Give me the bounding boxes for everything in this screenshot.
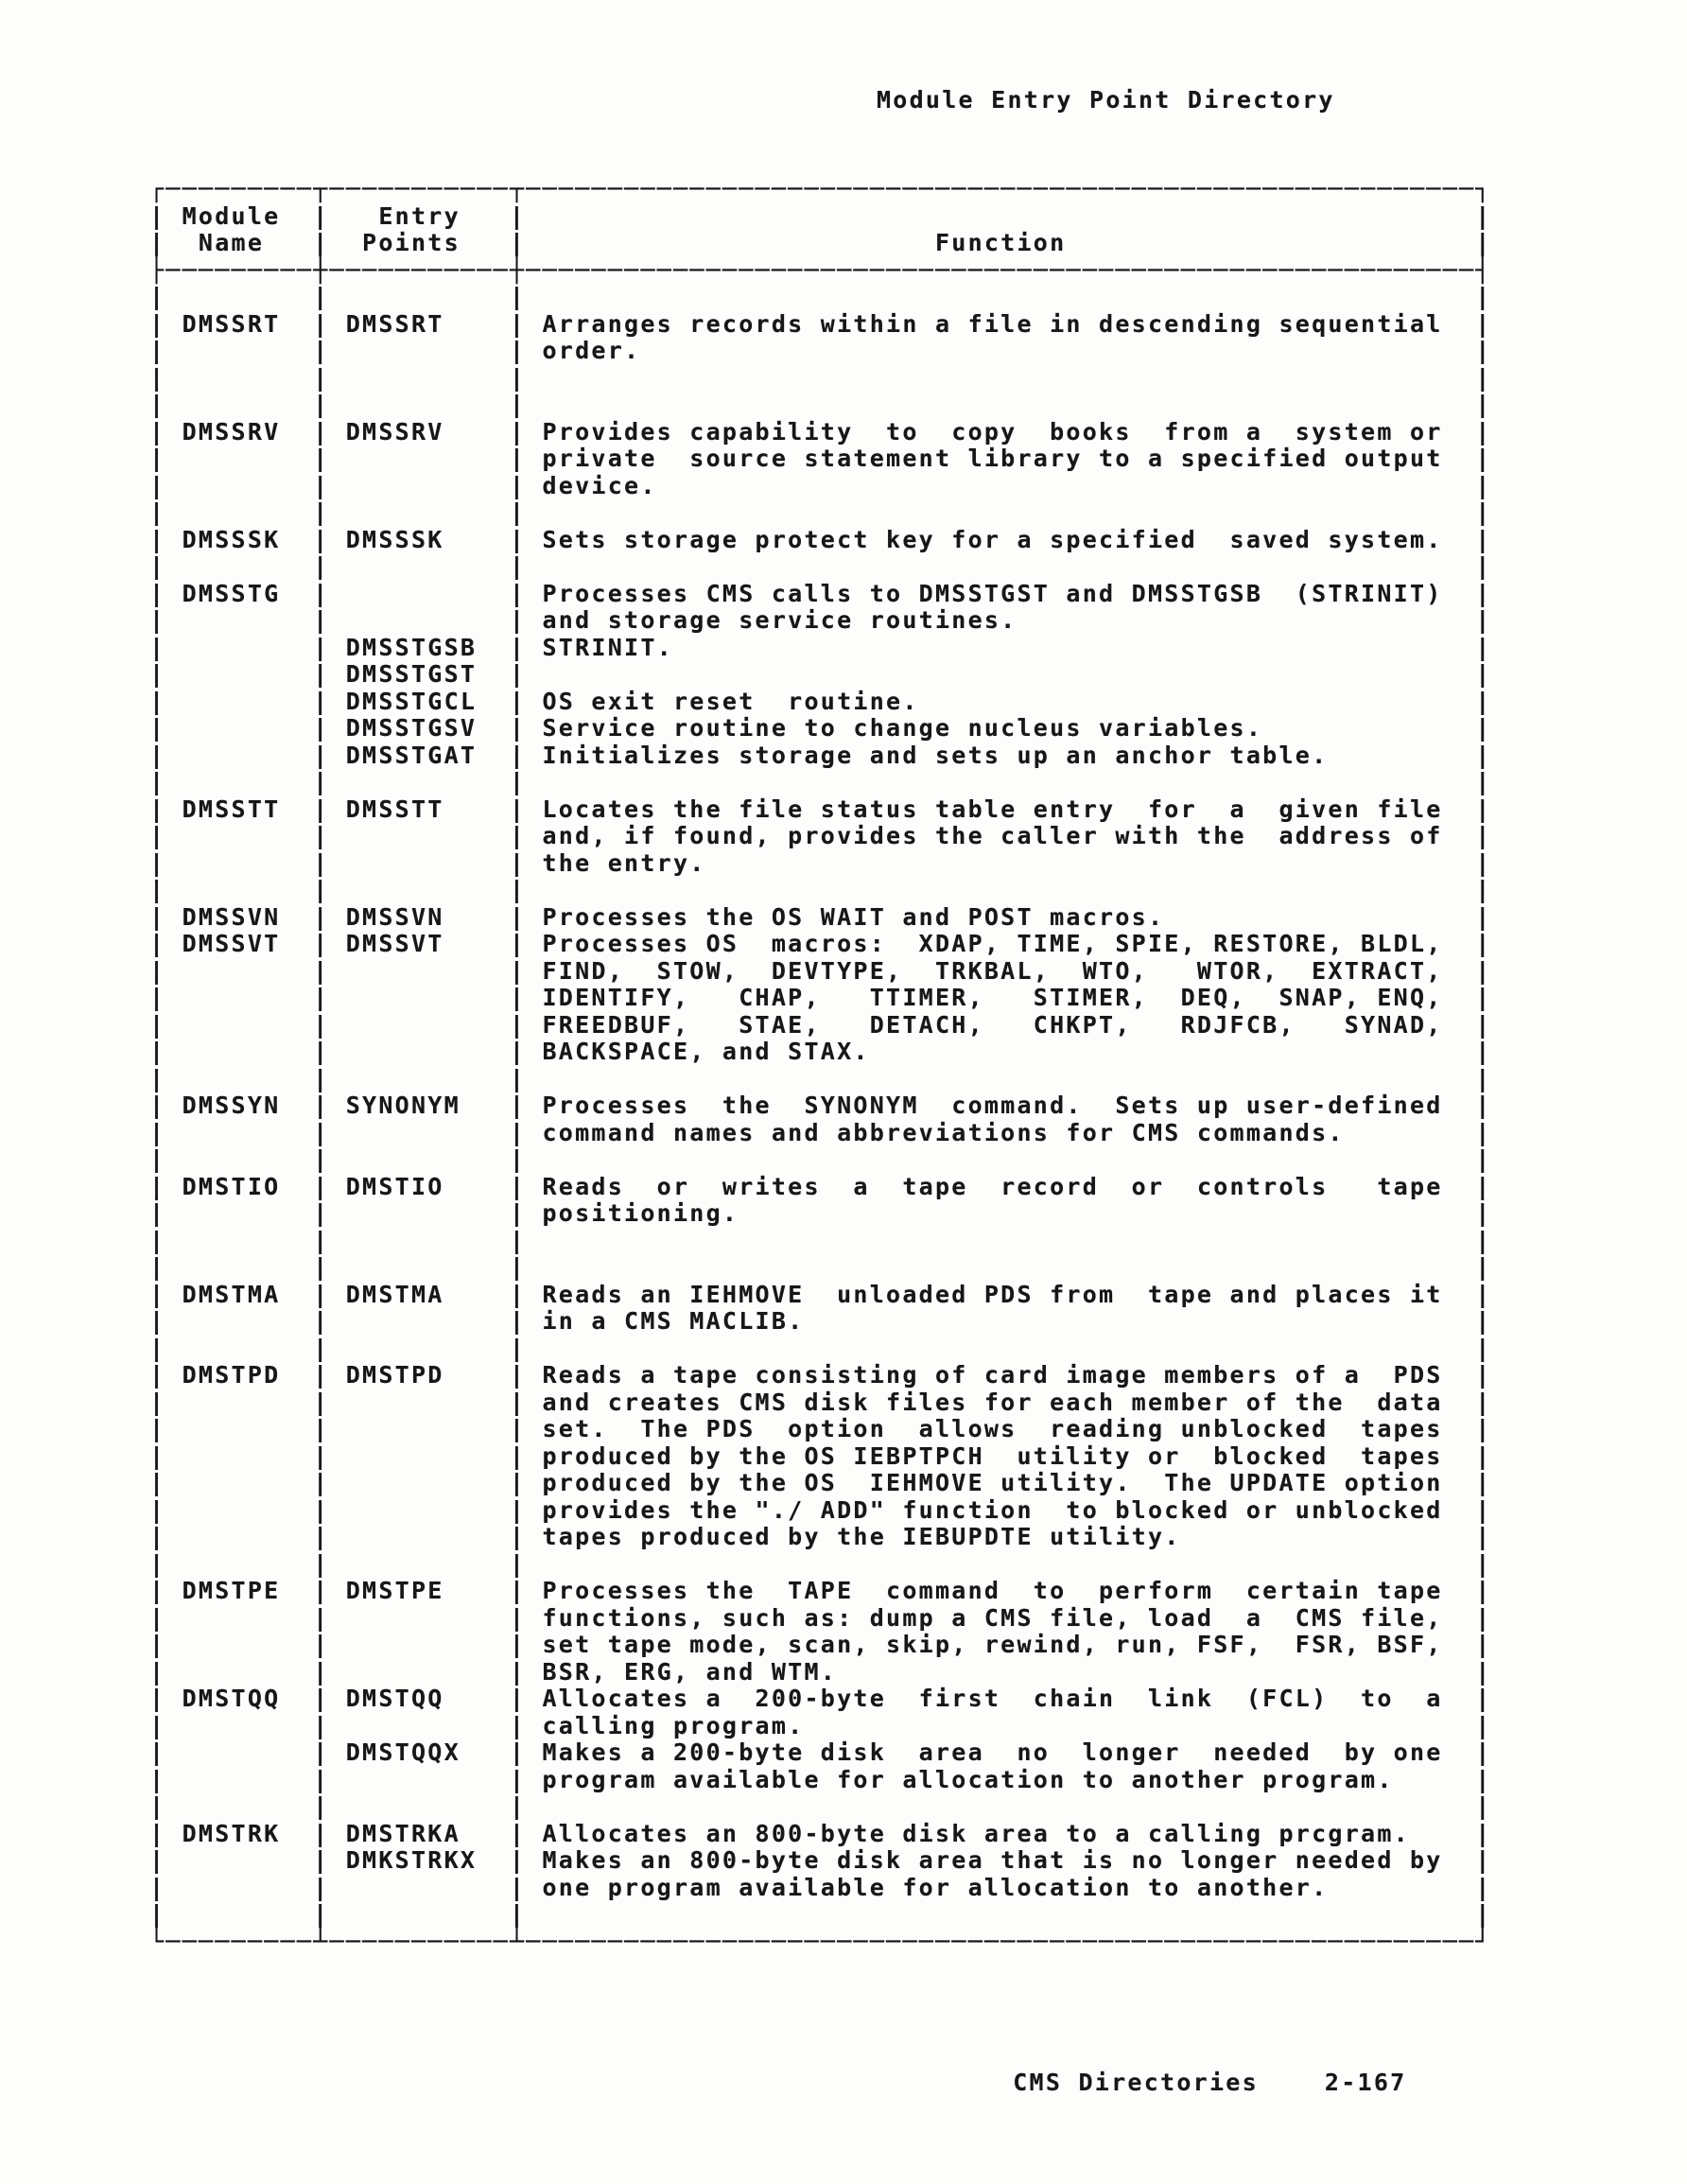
table-line: | | | tapes produced by the IEBUPDTE utility. | bbox=[149, 1523, 1492, 1550]
table-line: | | DMSSTGST | | bbox=[149, 660, 1492, 688]
table-line: | | | | bbox=[149, 1900, 1492, 1928]
table-line: | | | and creates CMS disk files for each member of the data | bbox=[149, 1388, 1492, 1416]
table-line: | | | | bbox=[149, 1253, 1492, 1281]
table-line: | | DMSSTGCL | OS exit reset routine. | bbox=[149, 687, 1492, 715]
page-title: Module Entry Point Directory bbox=[877, 86, 1335, 114]
table-line: | | | | bbox=[149, 1064, 1492, 1092]
table-line: | Module | Entry | | bbox=[149, 201, 1492, 230]
table-line: | | | BSR, ERG, and WTM. | bbox=[149, 1657, 1492, 1686]
table-line: | | | provides the "./ ADD" function to blocked or unblocked | bbox=[149, 1495, 1492, 1524]
table-line: | | | and, if found, provides the caller with the address of | bbox=[149, 822, 1492, 849]
table-line: | | | BACKSPACE, and STAX. | bbox=[149, 1038, 1492, 1065]
table-line: | DMSTRK | DMSTRKA | Allocates an 800-byte disk area to a calling prcgram. | bbox=[149, 1819, 1492, 1847]
table-line: | DMSTPD | DMSTPD | Reads a tape consisting of card image members of a PDS | bbox=[149, 1361, 1492, 1389]
table-line: | DMSSVT | DMSSVT | Processes OS macros: XDAP, TIME, SPIE, RESTORE, BLDL, | bbox=[149, 930, 1492, 957]
table-line: | | | | bbox=[149, 768, 1492, 795]
table-line: | | | command names and abbreviations for CMS commands. | bbox=[149, 1118, 1492, 1146]
module-entry-point-table bbox=[149, 176, 1492, 1955]
table-line: | | | | bbox=[149, 1334, 1492, 1362]
table-line: | | | device. | bbox=[149, 471, 1492, 499]
table-line: | | | | bbox=[149, 1792, 1492, 1820]
table-line: | | | FREEDBUF, STAE, DETACH, CHKPT, RDJFCB, SYNAD, | bbox=[149, 1010, 1492, 1039]
table-line: | | | in a CMS MACLIB. | bbox=[149, 1307, 1492, 1335]
table-line: | DMSSRT | DMSSRT | Arranges records within a file in descending sequential | bbox=[149, 309, 1492, 338]
table-line: | DMSTPE | DMSTPE | Processes the TAPE command to perform certain tape | bbox=[149, 1577, 1492, 1604]
table-line: | | | | bbox=[149, 1226, 1492, 1254]
footer-page-number: 2-167 bbox=[1324, 2069, 1407, 2096]
table-line: | | | | bbox=[149, 552, 1492, 580]
table-line: | | DMKSTRKX | Makes an 800-byte disk area that is no longer needed by | bbox=[149, 1846, 1492, 1874]
table-line: | | | IDENTIFY, CHAP, TTIMER, STIMER, DEQ, SNAP, ENQ, | bbox=[149, 984, 1492, 1011]
table-line: | | | positioning. | bbox=[149, 1199, 1492, 1227]
table-line: | DMSSRV | DMSSRV | Provides capability to copy books from a system or | bbox=[149, 417, 1492, 446]
table-line: | | DMSSTGAT | Initializes storage and sets up an anchor table. | bbox=[149, 741, 1492, 769]
table-line: | | | produced by the OS IEBPTPCH utility or blocked tapes | bbox=[149, 1441, 1492, 1470]
table-line: | Name | Points | Function | bbox=[149, 229, 1492, 256]
table-line: | DMSTMA | DMSTMA | Reads an IEHMOVE unloaded PDS from tape and places it | bbox=[149, 1280, 1492, 1308]
table-line: | DMSSSK | DMSSSK | Sets storage protect key for a specified saved system. | bbox=[149, 525, 1492, 553]
table-line: | | DMSSTGSV | Service routine to change nucleus variables. | bbox=[149, 714, 1492, 742]
table-line: | DMSTIO | DMSTIO | Reads or writes a tape record or controls tape | bbox=[149, 1172, 1492, 1200]
table-line: ┌─────────┬───────────┬──────────────────────────────────────────────────────────┐ bbox=[149, 175, 1492, 202]
table-line: | | DMSSTGSB | STRINIT. | bbox=[149, 633, 1492, 661]
table-line: | | DMSTQQX | Makes a 200-byte disk area no longer needed by one | bbox=[149, 1738, 1492, 1766]
table-line: | | | order. | bbox=[149, 337, 1492, 364]
table-line: ├─────────┼───────────┼──────────────────────────────────────────────────────────┤ bbox=[149, 255, 1492, 284]
table-line: | DMSSVN | DMSSVN | Processes the OS WAIT and POST macros. | bbox=[149, 902, 1492, 931]
page-footer bbox=[948, 2043, 1406, 2123]
table-line: └─────────┴───────────┴──────────────────────────────────────────────────────────┘ bbox=[149, 1927, 1492, 1955]
table-line: | | | the entry. | bbox=[149, 848, 1492, 877]
table-line: | DMSSTT | DMSSTT | Locates the file status table entry for a given file | bbox=[149, 795, 1492, 823]
table-line: | | | FIND, STOW, DEVTYPE, TRKBAL, WTO, WTOR, EXTRACT, | bbox=[149, 956, 1492, 985]
table-line: | | | | bbox=[149, 283, 1492, 310]
footer-section-label: CMS Directories bbox=[1013, 2069, 1259, 2096]
table-line: | | | program available for allocation to another program. | bbox=[149, 1765, 1492, 1793]
table-line: | | | calling program. | bbox=[149, 1711, 1492, 1739]
table-line: | | | functions, such as: dump a CMS file, load a CMS file, | bbox=[149, 1603, 1492, 1632]
table-line: | | | one program available for allocation to another. | bbox=[149, 1873, 1492, 1901]
table-line: | | | produced by the OS IEHMOVE utility. The UPDATE option | bbox=[149, 1469, 1492, 1496]
table-line: | | | set. The PDS option allows reading unblocked tapes | bbox=[149, 1415, 1492, 1442]
table-line: | | | | bbox=[149, 876, 1492, 903]
table-line: | | | | bbox=[149, 391, 1492, 418]
table-line: | | | private source statement library to a specified output | bbox=[149, 445, 1492, 472]
table-line: | | | | bbox=[149, 1145, 1492, 1173]
table-line: | | | set tape mode, scan, skip, rewind, run, FSF, FSR, BSF, | bbox=[149, 1631, 1492, 1658]
table-line: | | | and storage service routines. | bbox=[149, 606, 1492, 634]
table-line: | DMSSYN | SYNONYM | Processes the SYNONYM command. Sets up user-defined | bbox=[149, 1092, 1492, 1119]
table-line: | DMSSTG | | Processes CMS calls to DMSSTGST and DMSSTGSB (STRINIT) | bbox=[149, 579, 1492, 607]
table-line: | | | | bbox=[149, 363, 1492, 392]
table-line: | | | | bbox=[149, 498, 1492, 526]
table-line: | DMSTQQ | DMSTQQ | Allocates a 200-byte first chain link (FCL) to a | bbox=[149, 1685, 1492, 1712]
table-line: | | | | bbox=[149, 1549, 1492, 1578]
